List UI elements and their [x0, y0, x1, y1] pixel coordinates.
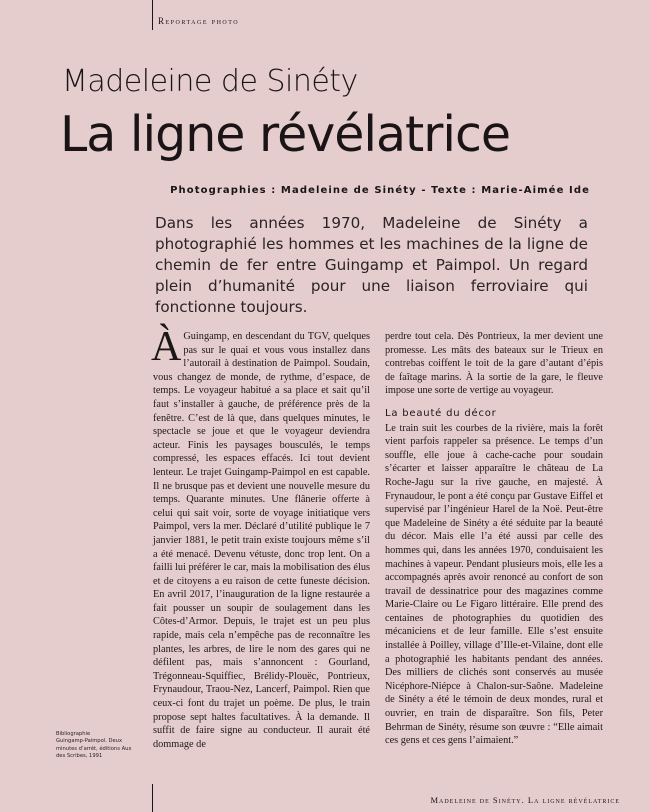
body-column-left [151, 324, 370, 751]
right-column-text-2: Le train suit les courbes de la rivière, mais la forêt vient parfois rappeler sa présence. Le temps d’un souffle, elle joue à cache-cache pour soudain s’écarter et laisser apparaître le château de La Roche-Jagu sur la rive gauche, en majesté. À Frynaudour, le pont a été conçu par Gustave Eiffel et supervisé par l’ingénieur Harel de la Noë. Peut-être que Madeleine de Sinéty a été séduite par la beauté du décor. Mais elle l’a été aussi par celle des hommes qui, dans les années 1970, conduisaient les machines à vapeur. Pendant plusieurs mois, elle les a accompagnés après avoir renoncé au confort de son travail de dessinatrice pour des magazines comme Marie-Claire ou Le Figaro littéraire. Elle prend des centaines de photographies du quotidien des mécaniciens et de leur famille. Elle s’est ensuite installée à Poilley, village d’Ille-et-Vilaine, dont elle a photographié les habitants pendant des années. Des milliers de clichés sont conservés au musée Nicéphore-Niépce à Chalon-sur-Saône. Madeleine de Sinéty a été le témoin de deux mondes, rural et ouvrier, en train de disparaître. Son fils, Peter Behrman de Sinéty, résume son œuvre : “Elle aimait ces gens et ces gens l’aimaient.” [385, 422, 603, 747]
subheading: La beauté du décor [385, 407, 497, 419]
lead-paragraph: Dans les années 1970, Madeleine de Sinéty a photographié les hommes et les machines de la ligne de chemin de fer entre Guingamp et Paimpol. Un regard plein d’humanité pour une liaison ferroviaire qui fonctionne toujours. [155, 214, 588, 316]
caption-heading: Bibliographie [56, 731, 91, 737]
caption-text: Guingamp-Paimpol. Deux minutes d’arrêt, éditions Aux des Scribes, 1991 [56, 738, 132, 760]
bottom-rule [152, 784, 153, 812]
photographer-name: Madeleine de Sinéty [62, 64, 358, 99]
running-footer: Madeleine de Sinéty. La ligne révélatrice [430, 795, 620, 805]
credits-line: Photographies : Madeleine de Sinéty - Texte : Marie-Aimée Ide [170, 185, 590, 196]
drop-cap: À [151, 324, 182, 370]
section-rubric: Reportage photo [158, 16, 240, 26]
body-column-right [385, 330, 603, 748]
right-column-text-1: perdre tout cela. Dès Pontrieux, la mer devient une promesse. Les mâts des bateaux sur le Trieux en contrebas coiffent le toit de la gare d’autant d’épis de faîtage marins. À la sortie de la gare, le fleuve impose une sorte de vertige au voyageur. [385, 331, 603, 397]
article-title: La ligne révélatrice [60, 106, 511, 163]
left-column-text: Guingamp, en descendant du TGV, quelques pas sur le quai et vous vous installez dans l’autorail à destination de Paimpol. Soudain, vous changez de monde, de rythme, d’espace, de temps. Le voyageur habitué a sa place et sait qu’il faut s’installer à gauche, de préférence près de la fenêtre. C’est de là que, dans quelques minutes, le spectacle se joue et que le voyageur deviendra acteur. Finis les paysages bousculés, le temps compressé, les espaces effacés. Ici tout devient lenteur. Le trajet Guingamp-Paimpol en est capable. Il ne brusque pas et devient une nouvelle mesure du temps. Quarante minutes. Une flânerie offerte à celui qui sait voir, sorte de voyage initiatique vers Paimpol, vers la mer. Déclaré d’utilité publique le 7 janvier 1881, le petit train existe toujours même s’il a été menacé. Devenu vétuste, donc trop lent. On a failli lui préférer le car, mais la mobilisation des élus et de citoyens a eu raison de cette funeste décision. En avril 2017, l’inauguration de la ligne restaurée a fait pousser un soupir de soulagement dans les Côtes-d’Armor. Depuis, le trajet est un peu plus rapide, mais cela n’empêche pas de reconnaître les plantes, les arbres, de lire le nom des gares qui ne défilent pas, mais s’annoncent : Gourland, Trégonneau-Squiffiec, Brélidy-Plouëc, Pontrieux, Frynaudour, Traou-Nez, Lancerf, Paimpol. Rien que ceux-ci font du trajet un poème. De plus, le train propose sept haltes facultatives. À la demande. Il suffit de faire signe au conducteur. Il aurait été dommage de [153, 331, 370, 750]
bibliography-caption [56, 731, 136, 761]
top-rule [152, 0, 153, 30]
